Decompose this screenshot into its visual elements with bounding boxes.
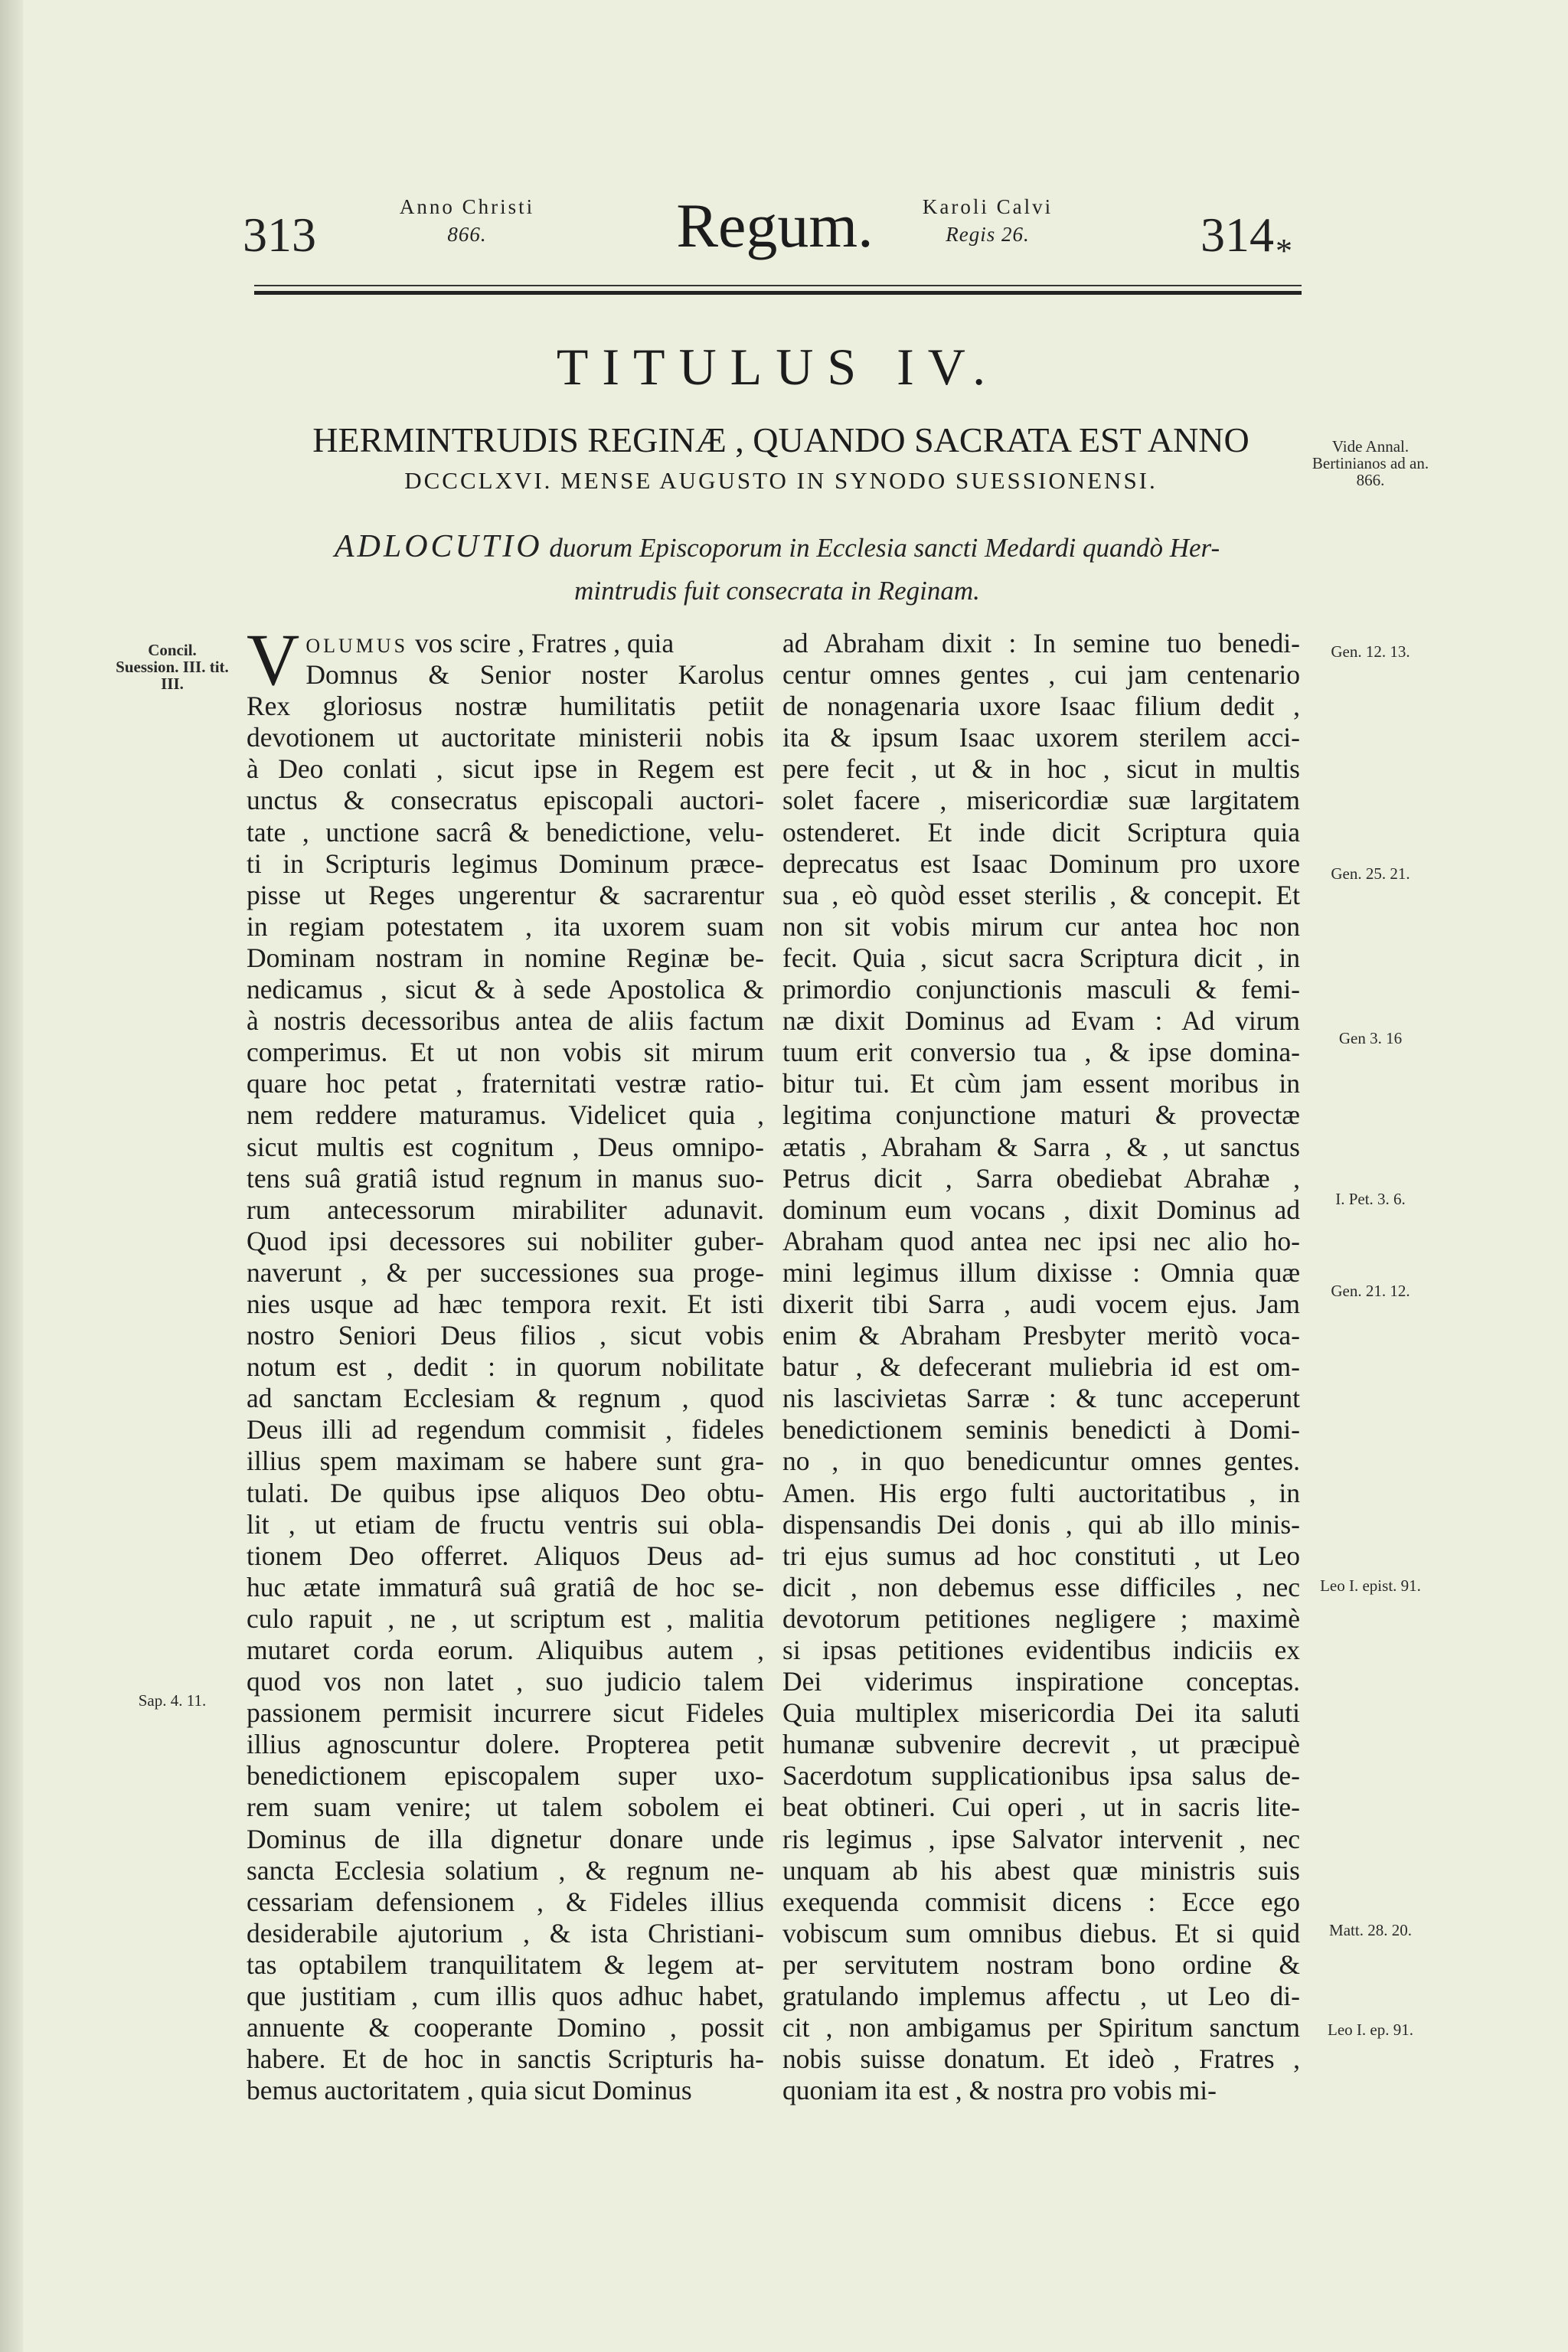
text-line: nis lascivietas Sarræ : & tunc acceperunt [782,1383,1300,1414]
opening-smallcaps: OLUMUS [305,635,409,657]
text-line: huc ætate immaturâ suâ gratiâ de hoc se- [247,1571,764,1602]
text-line: nobis suisse donatum. Et ideò , Fratres , [782,2043,1300,2075]
text-line: nostro Seniori Deus filios , sicut vobis [247,1320,764,1351]
text-line: sua , eò quòd esset sterilis , & concepit. Et [782,879,1300,910]
header-anno-year: 866. [447,223,487,246]
text-line: ita & ipsum Isaac uxorem sterilem acci- [782,722,1300,753]
text-line: quoniam ita est , & nostra pro vobis mi- [782,2075,1217,2106]
text-line: cit , non ambigamus per Spiritum sanctum [782,2012,1300,2043]
text-line: Dominus de illa dignetur donare unde [247,1823,764,1854]
text-line: solet facere , misericordiæ suæ largitatem [782,785,1300,816]
text-line: gratulando implemus affectu , ut Leo di- [782,1981,1300,2012]
page-number-right-value: 314 [1200,207,1274,262]
text-line: Deus illi ad regendum commisit , fideles [247,1414,764,1446]
text-line: sancta Ecclesia solatium , & regnum ne- [247,1854,764,1886]
margin-note: Gen. 25. 21. [1331,864,1410,883]
text-line: batur , & defecerant muliebria id est om- [782,1351,1300,1383]
text-line: tulati. De quibus ipse aliquos Deo obtu- [247,1477,764,1508]
opening-line-rest: vos scire , Fratres , quia [408,628,675,658]
text-line: vobiscum sum omnibus diebus. Et si quid [782,1917,1300,1949]
drop-cap: V [247,619,300,701]
left-text-column [247,619,764,2106]
text-line: annuente & cooperante Domino , possit [247,2012,764,2043]
text-line: nem reddere maturamus. Videlicet quia , [247,1099,764,1131]
running-title: Regum. [676,191,874,260]
text-line: Rex gloriosus nostræ humilitatis petiit [247,691,764,722]
text-line: in regiam potestatem , ita uxorem suam [247,910,764,942]
text-line: habere. Et de hoc in sanctis Scripturis ha- [247,2043,764,2075]
section-subtitle-line1: HERMINTRUDIS REGINÆ , QUANDO SACRATA EST ANNO [312,420,1250,459]
text-line: Abraham quod antea nec ipsi nec alio ho- [782,1225,1300,1256]
adlocutio-line1-rest: duorum Episcoporum in Ecclesia sancti Medardi quandò Her- [549,533,1220,563]
asterisk-mark: * [1276,231,1292,270]
page-number-right [1200,207,1292,270]
text-line: benedictionem episcopalem super uxo- [247,1760,764,1792]
text-line: dicit , non debemus esse difficiles , nec [782,1571,1300,1602]
header-rule-thick [254,291,1302,295]
text-line: cessariam defensionem , & Fideles illius [247,1886,764,1917]
adlocutio-lead: ADLOCUTIO [334,529,543,564]
text-line: comperimus. Et ut non vobis sit mirum [247,1037,764,1068]
text-line: ti in Scripturis legimus Dominum præce- [247,848,764,879]
text-line: rum antecessorum mirabiliter adunavit. [247,1194,764,1225]
text-line [247,628,764,659]
text-line: si ipsas petitiones evidentibus indiciis ex [782,1635,1300,1665]
adlocutio-line1 [253,525,1302,570]
text-line: tate , unctione sacrâ & benedictione, velu- [247,816,764,848]
text-line: Sacerdotum supplicationibus ipsa salus de- [782,1760,1300,1792]
text-line: no , in quo benedicuntur omnes gentes. [782,1446,1300,1477]
text-line: illius spem maximam se habere sunt gra- [247,1446,764,1477]
header-anno-christi [352,193,582,248]
text-line: lit , ut etiam de fructu ventris sui obla- [247,1508,764,1540]
text-line: bitur tui. Et cùm jam essent moribus in [782,1068,1300,1099]
text-line: naverunt , & per successiones sua proge- [247,1256,764,1288]
header-anno-label: Anno Christi [399,195,535,218]
text-line: enim & Abraham Presbyter meritò voca- [782,1320,1300,1351]
text-line: que justitiam , cum illis quos adhuc habet, [247,1981,764,2012]
text-line: à Deo conlati , sicut ipse in Regem est [247,753,764,785]
text-line: tionem Deo offerret. Aliquos Deus ad- [247,1540,764,1571]
text-line: dixerit tibi Sarra , audi vocem ejus. Jam [782,1288,1300,1319]
margin-note: I. Pet. 3. 6. [1335,1190,1406,1208]
running-header [0,0,1568,291]
text-line: tens suâ gratiâ istud regnum in manus suo- [247,1162,764,1194]
text-line: Domnus & Senior noster Karolus [305,659,764,691]
text-line: tuum erit conversio tua , & ipse domina- [782,1037,1300,1068]
text-line: à nostris decessoribus antea de aliis factum [247,1005,764,1037]
section-subtitle-line2: DCCCLXVI. MENSE AUGUSTO IN SYNODO SUESSIONENSI. [404,467,1158,494]
margin-note: Sap. 4. 11. [138,1691,207,1710]
text-line: dominum eum vocans , dixit Dominus ad [782,1194,1300,1225]
text-line: centur omnes gentes , cui jam centenario [782,659,1300,691]
margin-note: Gen. 21. 12. [1331,1282,1410,1300]
text-line: legitima conjunctione maturi & provectæ [782,1099,1300,1131]
text-line: ad Abraham dixit : In semine tuo benedi- [782,628,1300,658]
text-line: mutaret corda eorum. Aliquibus autem , [247,1635,764,1665]
text-line: tri ejus sumus ad hoc constituti , ut Leo [782,1540,1300,1571]
text-line: pere fecit , ut & in hoc , sicut in multis [782,753,1300,785]
text-line: beat obtineri. Cui operi , ut in sacris lite- [782,1792,1300,1823]
text-line: Dei viderimus inspiratione conceptas. [782,1666,1300,1697]
text-line: passionem permisit incurrere sicut Fideles [247,1697,764,1729]
text-line: devotorum petitiones negligere ; maximè [782,1602,1300,1634]
text-line: Petrus dicit , Sarra obediebat Abrahæ , [782,1162,1300,1194]
text-line: notum est , dedit : in quorum nobilitate [247,1351,764,1383]
text-line: pisse ut Reges ungerentur & sacrarentur [247,879,764,910]
text-line: Quia multiplex misericordia Dei ita saluti [782,1697,1300,1729]
text-line: Quod ipsi decessores sui nobiliter guber- [247,1225,764,1256]
text-line: mini legimus illum dixisse : Omnia quæ [782,1256,1300,1288]
right-text-column [782,628,1300,2106]
margin-note: Gen 3. 16 [1338,1029,1403,1047]
header-karoli-calvi [873,193,1102,248]
text-line: sicut multis est cognitum , Deus omnipo- [247,1131,764,1162]
adlocutio-line2: mintrudis fuit consecrata in Reginam. [574,576,980,606]
page-number-left: 313 [243,207,316,262]
margin-note: Gen. 12. 13. [1331,642,1410,661]
text-line: per servitutem nostram bono ordine & [782,1949,1300,1980]
text-line: dispensandis Dei donis , qui ab illo minis- [782,1508,1300,1540]
text-line: Amen. His ergo fulti auctoritatibus , in [782,1477,1300,1508]
text-line: non sit vobis mirum cur antea hoc non [782,910,1300,942]
header-regis-year: Regis 26. [946,223,1030,246]
text-line: bemus auctoritatem , quia sicut Dominus [247,2075,692,2106]
text-line: exequenda commisit dicens : Ecce ego [782,1886,1300,1917]
text-line: nedicamus , sicut & à sede Apostolica & [247,974,764,1005]
text-line: nies usque ad hæc tempora rexit. Et isti [247,1288,764,1319]
margin-note: Vide Annal. Bertinianos ad an. 866. [1312,437,1429,489]
text-line: quod vos non latet , suo judicio talem [247,1666,764,1697]
text-line: rem suam venire; ut talem sobolem ei [247,1792,764,1823]
header-karoli-label: Karoli Calvi [922,195,1054,218]
text-line: culo rapuit , ne , ut scriptum est , malitia [247,1602,764,1634]
section-title: TITULUS IV. [556,338,1000,396]
text-line: fecit. Quia , sicut sacra Scriptura dicit , in [782,942,1300,973]
text-line: ad sanctam Ecclesiam & regnum , quod [247,1383,764,1414]
text-line: Dominam nostram in nomine Reginæ be- [247,942,764,973]
adlocutio-heading [253,525,1302,612]
margin-note: Leo I. epist. 91. [1320,1576,1421,1595]
margin-note: Concil. Suession. III. tit. III. [116,641,229,693]
text-line: desiderabile ajutorium , & ista Christiani- [247,1917,764,1949]
text-line: benedictionem seminis benedicti à Domi- [782,1414,1300,1446]
text-line: quare hoc petat , fraternitati vestræ ratio- [247,1068,764,1099]
text-line: tas optabilem tranquilitatem & legem at- [247,1949,764,1980]
text-line: ætatis , Abraham & Sarra , & , ut sanctus [782,1131,1300,1162]
margin-note: Matt. 28. 20. [1329,1921,1412,1939]
margin-note: Leo I. ep. 91. [1328,2020,1413,2039]
text-line: humanæ subvenire decrevit , ut præcipuè [782,1729,1300,1760]
text-line: de nonagenaria uxore Isaac filium dedit , [782,691,1300,722]
text-line: illius agnoscuntur dolere. Propterea petit [247,1729,764,1760]
text-line: deprecatus est Isaac Dominum pro uxore [782,848,1300,879]
text-line: ostenderet. Et inde dicit Scriptura quia [782,816,1300,848]
text-line: unquam ab his abest quæ ministris suis [782,1854,1300,1886]
text-line: devotionem ut auctoritate ministerii nobis [247,722,764,753]
page-gutter-edge [0,0,23,2352]
text-line: ris legimus , ipse Salvator intervenit , nec [782,1823,1300,1854]
header-rule-thin [254,285,1302,286]
text-line: primordio conjunctionis masculi & femi- [782,974,1300,1005]
text-line: næ dixit Dominus ad Evam : Ad virum [782,1005,1300,1037]
text-line: unctus & consecratus episcopali auctori- [247,785,764,816]
